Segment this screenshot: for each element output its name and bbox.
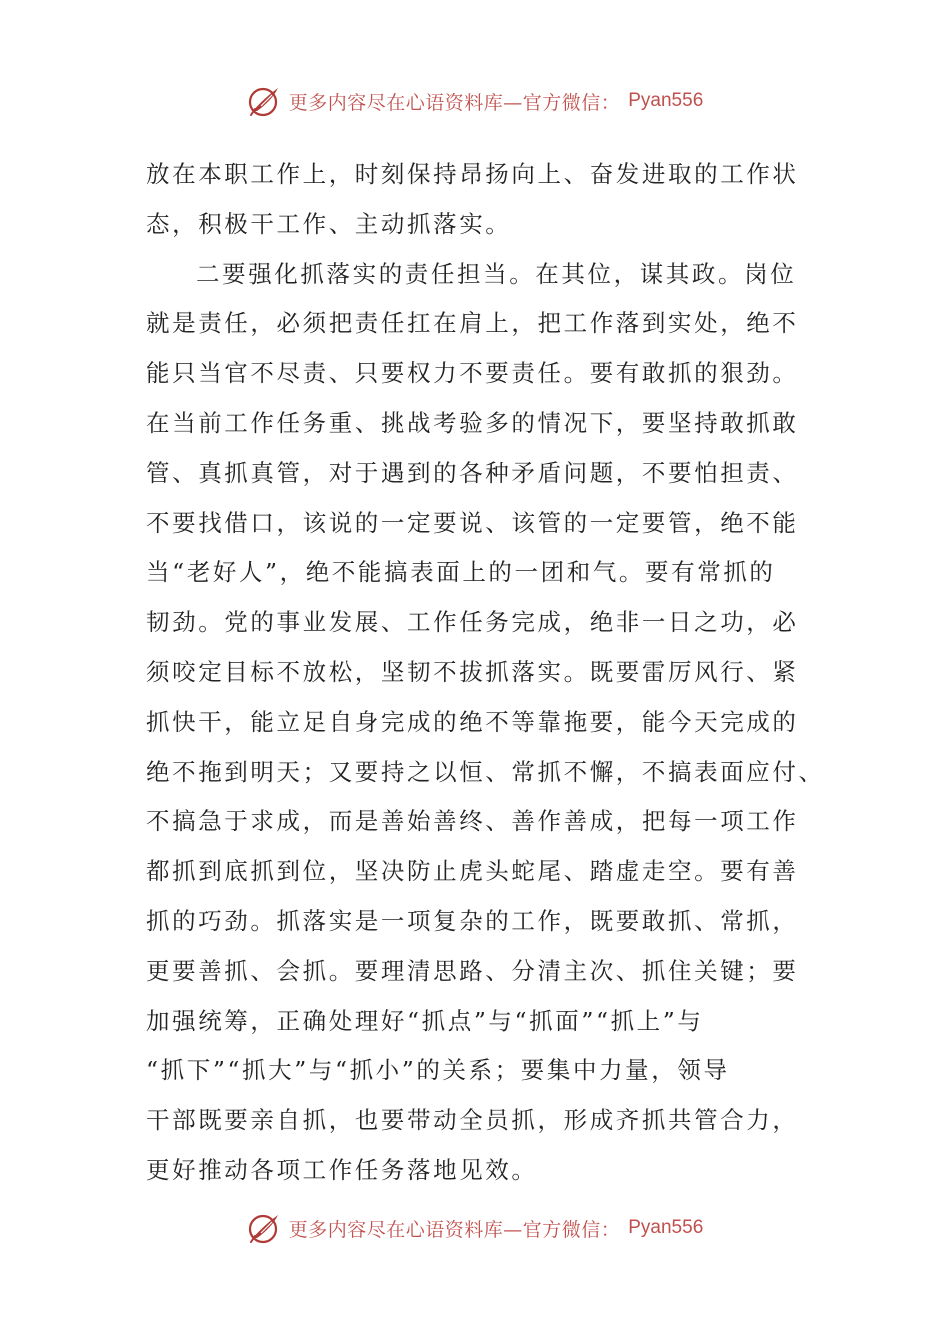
body-line: 当“老好人”，绝不能搞表面上的一团和气。要有常抓的	[146, 558, 776, 587]
body-line: 绝不拖到明天；又要持之以恒、常抓不懈，不搞表面应付、	[146, 757, 825, 786]
body-line: 就是责任，必须把责任扛在肩上，把工作落到实处，绝不	[146, 309, 799, 338]
body-line: 放在本职工作上，时刻保持昂扬向上、奋发进取的工作状	[146, 160, 799, 188]
paragraph-start-line: 二要强化抓落实的责任担当。在其位，谋其政。岗位	[196, 259, 797, 288]
body-line: 态，积极干工作、主动抓落实。	[146, 209, 512, 238]
body-line: 不搞急于求成，而是善始善终、善作善成，把每一项工作	[146, 807, 799, 836]
body-line: 抓快干，能立足自身完成的绝不等靠拖要，能今天完成的	[146, 707, 799, 736]
header-banner-text: 更多内容尽在心语资料库—官方微信：	[288, 91, 621, 114]
body-line: 韧劲。党的事业发展、工作任务完成，绝非一日之功，必	[146, 608, 799, 637]
body-line: 须咬定目标不放松，坚韧不拔抓落实。既要雷厉风行、紧	[146, 657, 799, 686]
header-banner	[0, 84, 950, 118]
body-line: 干部既要亲自抓，也要带动全员抓，形成齐抓共管合力，	[146, 1106, 799, 1135]
body-line: 管、真抓真管，对于遇到的各种矛盾问题，不要怕担责、	[146, 458, 799, 487]
body-line: 抓的巧劲。抓落实是一项复杂的工作，既要敢抓、常抓，	[146, 906, 799, 935]
body-line: “抓下”“抓大”与“抓小”的关系；要集中力量，领导	[146, 1056, 730, 1085]
body-line: 都抓到底抓到位，坚决防止虎头蛇尾、踏虚走空。要有善	[146, 857, 799, 886]
body-line: 加强统筹，正确处理好“抓点”与“抓面”“抓上”与	[146, 1006, 704, 1035]
body-line: 更好推动各项工作任务落地见效。	[146, 1155, 538, 1184]
footer-banner	[0, 1211, 950, 1245]
footer-wechat-id: Pyan556	[628, 1217, 704, 1238]
footer-banner-text: 更多内容尽在心语资料库—官方微信：	[288, 1218, 621, 1241]
body-line: 不要找借口，该说的一定要说、该管的一定要管，绝不能	[146, 508, 799, 537]
body-line: 能只当官不尽责、只要权力不要责任。要有敢抓的狠劲。	[146, 359, 799, 388]
body-line: 更要善抓、会抓。要理清思路、分清主次、抓住关键；要	[146, 956, 799, 985]
document-body	[146, 150, 825, 1196]
pen-quill-logo-icon	[247, 1211, 281, 1245]
body-line: 在当前工作任务重、挑战考验多的情况下，要坚持敢抓敢	[146, 408, 799, 437]
header-wechat-id: Pyan556	[628, 90, 704, 111]
pen-quill-logo-icon	[247, 84, 281, 118]
